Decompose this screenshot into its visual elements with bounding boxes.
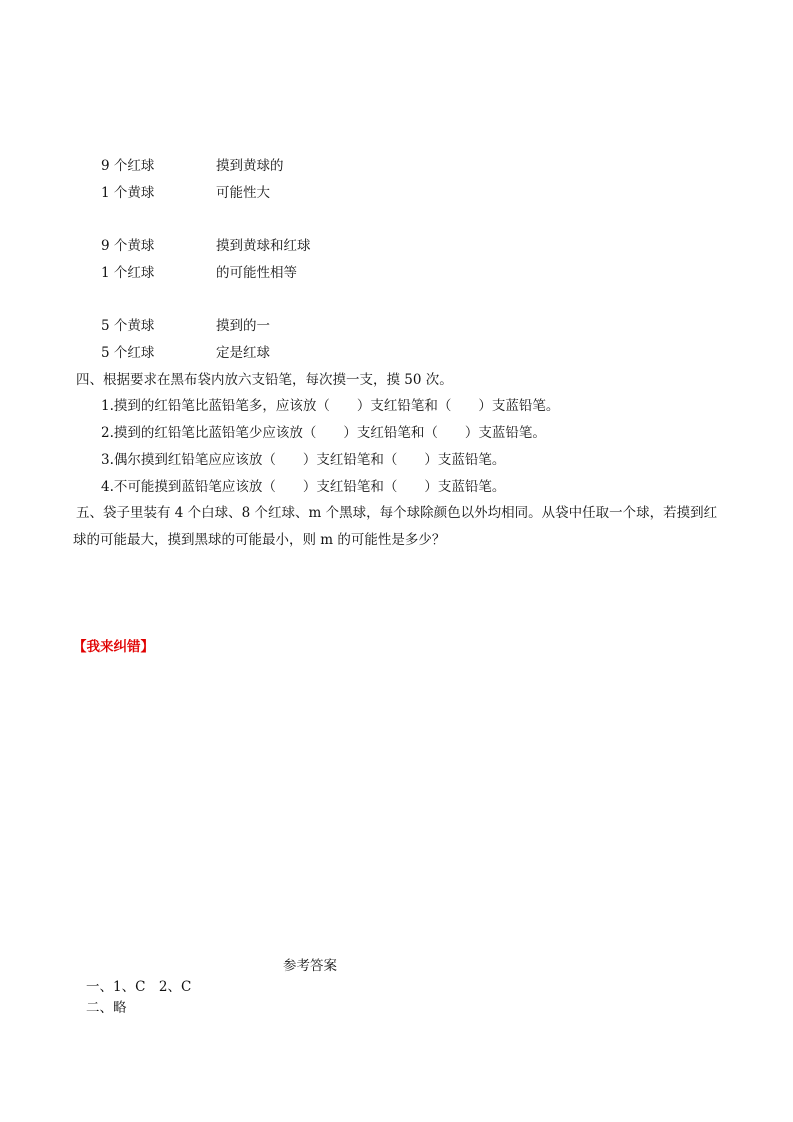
pair3-right-line1: 摸到的一 [216, 318, 270, 334]
pair3-right-line2: 定是红球 [216, 345, 270, 361]
pair2-right-line1: 摸到黄球和红球 [216, 238, 311, 254]
section4-heading: 四、根据要求在黑布袋内放六支铅笔，每次摸一支，摸 50 次。 [76, 372, 453, 388]
answers-line1: 一、1、C 2、C [86, 979, 192, 995]
section4-item-4: 4.不可能摸到蓝铅笔应该放（ ）支红铅笔和（ ）支蓝铅笔。 [101, 479, 506, 495]
pair2-right-line2: 的可能性相等 [216, 265, 297, 281]
section4-item-2: 2.摸到的红铅笔比蓝铅笔少应该放（ ）支红铅笔和（ ）支蓝铅笔。 [101, 425, 546, 441]
correction-label: 【我来纠错】 [73, 639, 154, 655]
pair1-left-line2: 1 个黄球 [101, 185, 155, 201]
answers-line2: 二、略 [86, 1000, 127, 1016]
pair2-left-line2: 1 个红球 [101, 265, 155, 281]
section5-line1: 五、袋子里装有 4 个白球、8 个红球、m 个黑球，每个球除颜色以外均相同。从袋中任取一个球，若摸到红 [76, 505, 718, 521]
pair1-right-line1: 摸到黄球的 [216, 158, 284, 174]
pair2-left-line1: 9 个黄球 [101, 238, 155, 254]
pair3-left-line2: 5 个红球 [101, 345, 155, 361]
section5-line2: 球的可能最大，摸到黑球的可能最小，则 m 的可能性是多少？ [73, 532, 446, 548]
section4-item-1: 1.摸到的红铅笔比蓝铅笔多，应该放（ ）支红铅笔和（ ）支蓝铅笔。 [101, 398, 560, 414]
pair3-left-line1: 5 个黄球 [101, 318, 155, 334]
pair1-left-line1: 9 个红球 [101, 158, 155, 174]
answers-title: 参考答案 [283, 958, 337, 974]
section4-item-3: 3.偶尔摸到红铅笔应应该放（ ）支红铅笔和（ ）支蓝铅笔。 [101, 452, 506, 468]
pair1-right-line2: 可能性大 [216, 185, 270, 201]
